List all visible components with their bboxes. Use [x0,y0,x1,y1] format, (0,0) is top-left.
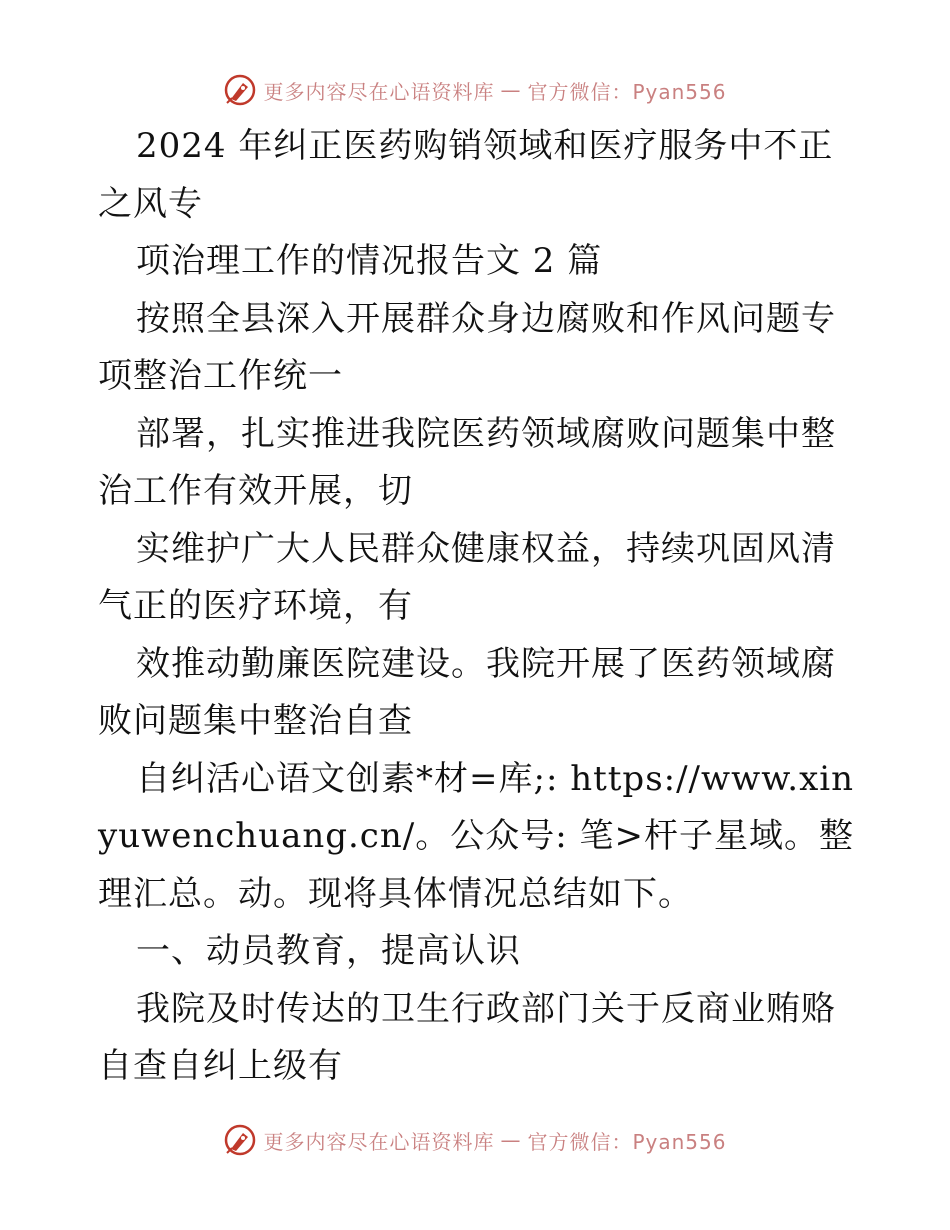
paragraph-6: 我院及时传达的卫生行政部门关于反商业贿赂自查自纠上级有 [98,988,836,1086]
watermark-dash: — [500,78,522,102]
header-watermark [0,70,950,110]
watermark-prefix: 更多内容尽在心语资料库 [263,79,495,104]
watermark-prefix: 更多内容尽在心语资料库 [263,1129,495,1154]
title-line-1: 2024 年纠正医药购销领域和医疗服务中不正之风专 [98,126,834,224]
title-line-2: 项治理工作的情况报告文 2 篇 [136,241,603,281]
watermark-dash: — [500,1128,522,1152]
pen-nib-logo-icon [223,73,257,107]
paragraph-3: 实维护广大人民群众健康权益，持续巩固风清气正的医疗环境，有 [98,528,836,626]
document-body [98,118,858,1096]
paragraph-1: 按照全县深入开展群众身边腐败和作风问题专项整治工作统一 [98,298,836,396]
paragraph-2: 部署，扎实推进我院医药领域腐败问题集中整治工作有效开展，切 [98,413,836,511]
pen-nib-logo-icon [223,1123,257,1157]
footer-watermark [0,1120,950,1160]
watermark-suffix: 官方微信：Pyan556 [527,79,727,104]
paragraph-5: 自纠活心语文创素*材=库;: https://www.xinyuwenchuang.cn/。公众号: 笔>杆子星域。整理汇总。动。现将具体情况总结如下。 [98,758,855,914]
watermark-suffix: 官方微信：Pyan556 [527,1129,727,1154]
section-heading-1: 一、动员教育，提高认识 [136,931,521,971]
paragraph-4: 效推动勤廉医院建设。我院开展了医药领域腐败问题集中整治自查 [98,643,836,741]
